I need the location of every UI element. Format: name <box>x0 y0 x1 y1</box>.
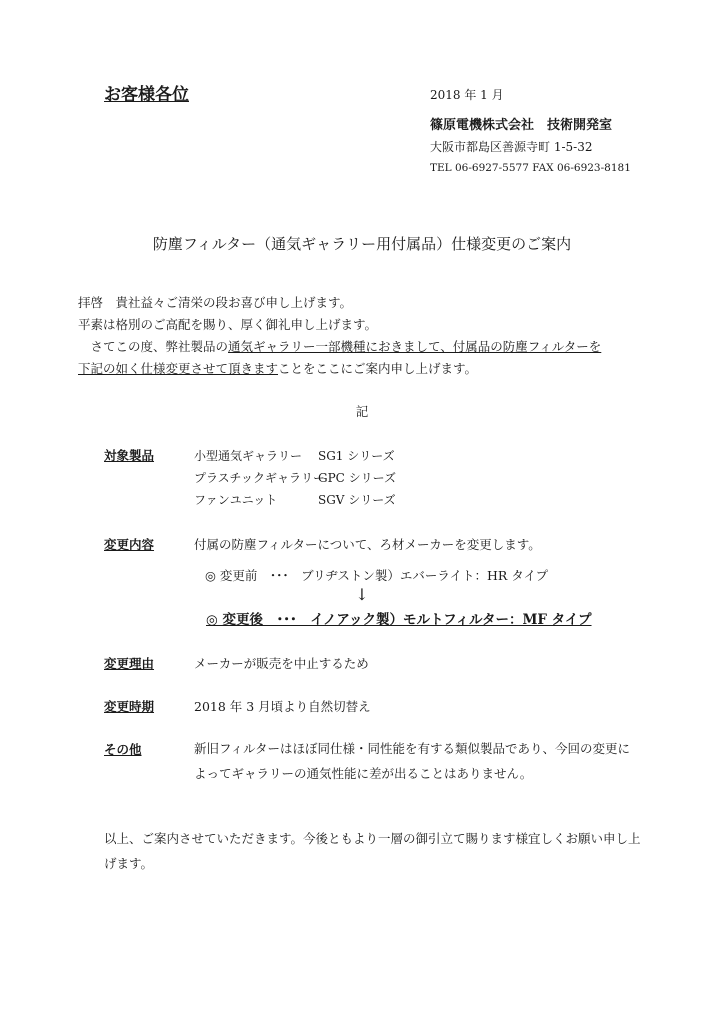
down-arrow-icon: ↓ <box>355 585 369 604</box>
other-text: 新旧フィルターはほぼ同仕様・同性能を有する類似製品であり、今回の変更によってギャラリーの通気性能に差が出ることはありません。 <box>194 741 631 781</box>
addressee: お客様各位 <box>104 85 189 105</box>
closing-text: 以上、ご案内させていただきます。今後ともより一層の御引立て賜ります様宜しくお願い申し上げます。 <box>104 831 641 871</box>
ki-heading: 記 <box>355 404 369 419</box>
target-item-series-2: GPC シリーズ <box>318 471 397 485</box>
greeting-line-3-pre: さてこの度、弊社製品の <box>78 339 229 354</box>
company-address: 大阪市都島区善源寺町 1-5-32 <box>430 140 593 154</box>
target-label: 対象製品 <box>104 448 155 463</box>
target-item-name-1: 小型通気ギャラリー <box>194 449 303 463</box>
timing-label: 変更時期 <box>104 699 155 714</box>
change-before: ◎ 変更前 ･･･ ブリヂストン製）エバーライト：HR タイプ <box>205 568 549 583</box>
reason-text: メーカーが販売を中止するため <box>194 656 369 671</box>
reason-label: 変更理由 <box>104 656 155 671</box>
greeting-line-3-underlined: 通気ギャラリー一部機種におきまして、付属品の防塵フィルターを <box>228 339 602 354</box>
company-tel: TEL 06-6927-5577 FAX 06-6923-8181 <box>430 162 631 174</box>
greeting-line-3 <box>78 336 601 358</box>
greeting-line-1: 拝啓 貴社益々ご清栄の段お喜び申し上げます。 <box>78 295 353 310</box>
target-item-series-3: SGV シリーズ <box>318 493 396 507</box>
other-label: その他 <box>104 742 142 757</box>
greeting-line-2: 平素は格別のご高配を賜り、厚く御礼申し上げます。 <box>78 317 378 332</box>
greeting-line-4-underlined: 下記の如く仕様変更させて頂きます <box>78 361 279 376</box>
document-title: 防塵フィルター（通気ギャラリー用付属品）仕様変更のご案内 <box>152 235 572 253</box>
timing-text: 2018 年 3 月頃より自然切替え <box>194 699 371 714</box>
company-name: 篠原電機株式会社 技術開発室 <box>430 118 613 133</box>
document-date: 2018 年 1 月 <box>430 88 504 102</box>
greeting-line-4-post: ことをここにご案内申し上げます。 <box>278 361 478 376</box>
greeting-line-4 <box>78 358 477 380</box>
target-item-series-1: SG1 シリーズ <box>318 449 395 463</box>
target-item-name-3: ファンユニット <box>194 493 278 507</box>
change-after: ◎ 変更後 ･･･ イノアック製）モルトフィルター：MF タイプ <box>206 612 592 628</box>
target-item-name-2: プラスチックギャラリー <box>194 471 326 485</box>
change-label: 変更内容 <box>104 537 155 552</box>
change-text: 付属の防塵フィルターについて、ろ材メーカーを変更します。 <box>194 537 541 552</box>
